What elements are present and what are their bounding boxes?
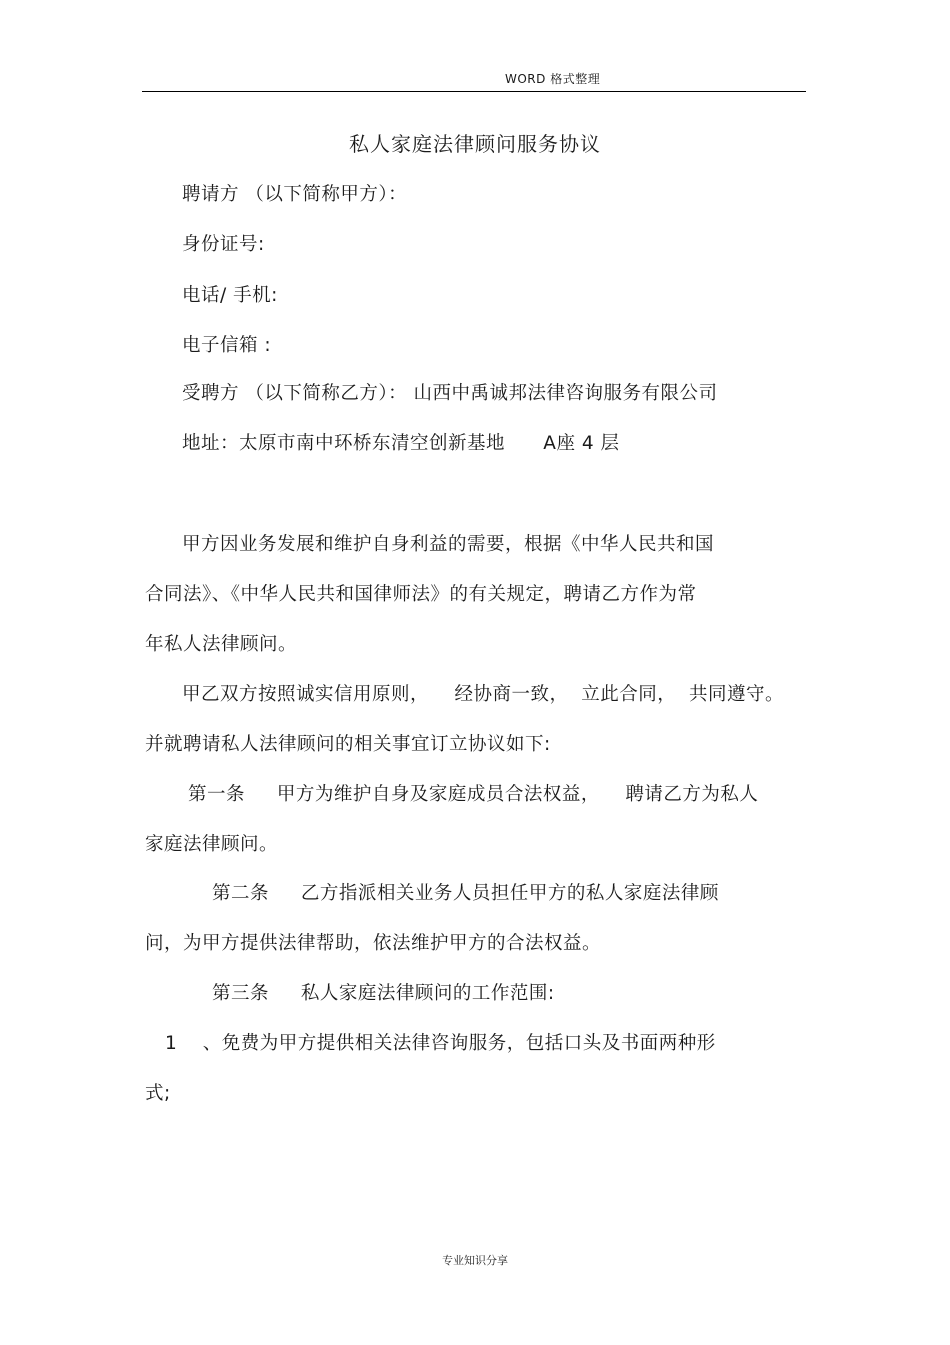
address-line: 地址：太原市南中环桥东清空创新基地 A座 4 层 [182, 433, 620, 454]
document-title: 私人家庭法律顾问服务协议 [349, 132, 601, 156]
id-number-line: 身份证号: [182, 234, 265, 255]
paragraph-line: 甲方因业务发展和维护自身利益的需要，根据《中华人民共和国 [182, 534, 715, 555]
article-one-line: 家庭法律顾问。 [145, 834, 279, 855]
article-two-line: 问，为甲方提供法律帮助，依法维护甲方的合法权益。 [145, 933, 602, 954]
phone-line: 电话/ 手机: [182, 285, 278, 306]
paragraph-line: 并就聘请私人法律顾问的相关事宜订立协议如下: [145, 734, 551, 755]
paragraph-line: 年私人法律顾问。 [145, 634, 298, 655]
paragraph-line: 合同法》、《中华人民共和国律师法》的有关规定，聘请乙方作为常 [145, 584, 697, 605]
page-header: WORD 格式整理 [505, 72, 601, 86]
employee-line: 受聘方 （以下简称乙方）： 山西中禹诚邦法律咨询服务有限公司 [182, 383, 718, 404]
article-two-line: 第二条 乙方指派相关业务人员担任甲方的私人家庭法律顾 [212, 883, 719, 904]
list-item-line: 1 、免费为甲方提供相关法律咨询服务，包括口头及书面两种形 [165, 1033, 716, 1054]
list-item-line: 式; [145, 1083, 171, 1104]
paragraph-line: 甲乙双方按照诚实信用原则， 经协商一致， 立此合同， 共同遵守。 [182, 684, 785, 705]
employer-line: 聘请方 （以下简称甲方）： [182, 184, 408, 205]
article-three-line: 第三条 私人家庭法律顾问的工作范围: [212, 983, 555, 1004]
header-divider [142, 91, 806, 92]
article-one-line: 第一条 甲方为维护自身及家庭成员合法权益， 聘请乙方为私人 [188, 784, 759, 805]
email-line: 电子信箱 : [182, 335, 272, 356]
page-footer: 专业知识分享 [442, 1254, 508, 1267]
